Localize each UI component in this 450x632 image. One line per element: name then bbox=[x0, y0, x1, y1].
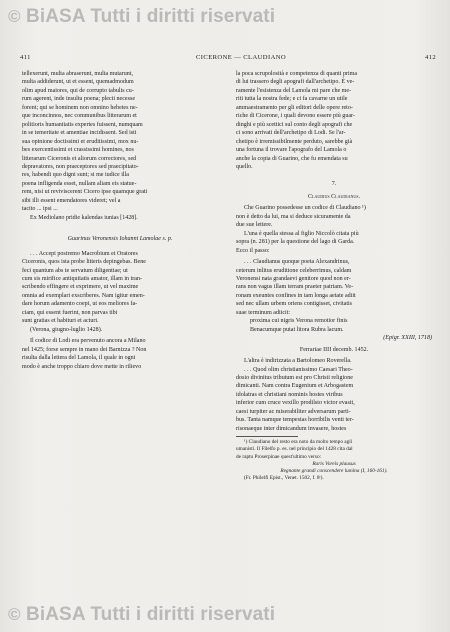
text-line: dinghi e più scettici sul conto degli apografi che bbox=[236, 121, 353, 128]
watermark-bottom bbox=[8, 604, 275, 626]
text-line: nel 1425; forse sempre in mano dei Barnizza ? Non bbox=[22, 346, 147, 353]
text-line: ronam exeuntes confines in tam longa aetate adiit bbox=[236, 292, 356, 299]
text-line: chetipo è irremissibilmente perduto, sarebbe già bbox=[236, 138, 353, 145]
text-line: sunt gratias et habituri et acturi. bbox=[22, 318, 99, 325]
text-line: . . . Claudianus quoque poeta Alexandrinus, bbox=[244, 259, 350, 266]
watermark-top bbox=[8, 6, 275, 28]
text-line: riti tutta la nostra fede; e ci fa cavarne un utile bbox=[236, 96, 348, 103]
page-number-left: 411 bbox=[20, 54, 31, 61]
text-line: una fortuna il trovare l'apografo del Lamola o bbox=[236, 147, 347, 154]
text-line: poena infligenda esset, nullam aliam eis statue- bbox=[22, 180, 137, 187]
text-line: in se temeritate et amentiae incidissent. Sed isti bbox=[22, 130, 137, 137]
footnote-line: de raptu Proserpinae quest'ultimo verso: bbox=[236, 453, 322, 460]
text-line: sua opinione doctissimi et eruditissimi, mox nu- bbox=[22, 138, 139, 145]
text-line: inferior cum cruce vexillo prodilsto victor evasit, bbox=[236, 400, 355, 407]
text-line: depravatores, non praeceptores sed praecipitato- bbox=[22, 163, 139, 170]
text-line: rum agerent, inde insultu poena; plecti necesse bbox=[22, 96, 136, 103]
text-line: que inconcinnos, nec communibus litterarum et bbox=[22, 113, 137, 120]
text-line: tellexerunt, multa abraserunt, multa mutarunt, bbox=[22, 71, 133, 77]
text-line: quello. bbox=[236, 163, 253, 170]
text-line: risonaeque inter dimicandum invasere, hostes bbox=[236, 425, 347, 432]
text-line: sopra (n. 281) per la questione del lago di Garda. bbox=[236, 239, 355, 246]
running-title: CICERONE — CLAUDIANO bbox=[196, 54, 287, 61]
text-line: scribendo effingere et exprimere, ut vel maxime bbox=[22, 284, 139, 291]
copyright-symbol: © bbox=[8, 605, 21, 624]
text-line: olim apud maiores, qui de corrupto tabulis cu- bbox=[22, 87, 134, 94]
verse-line: proxima cui nigris Verona remotior finis bbox=[250, 318, 348, 325]
footnote-line: ¹) Claudiano del resto era noto da molto tempo agli bbox=[244, 439, 353, 446]
footnote-line: Raris Voreis plausus bbox=[312, 460, 356, 467]
watermark-text: BiASA Tutti i diritti riservati bbox=[26, 6, 276, 27]
text-line: cum sis mirifice antiquitatis amator, illam in tran- bbox=[22, 275, 142, 282]
text-line: multa addiderunt, ut et essent, quemadmodum bbox=[22, 79, 134, 86]
text-line: sibi illi essent emendatores videret; vel a bbox=[22, 197, 121, 204]
text-line: idolatras et christiani nominis hostes viribus bbox=[236, 391, 343, 398]
text-line: . . . Quod olim christianissimo Caesari Theo- bbox=[244, 366, 353, 373]
text-line: L'una è quella stessa al figlio Niccolò citata più bbox=[244, 230, 359, 237]
text-line: bes exercentissimi et crassissimi homines, nos bbox=[22, 147, 134, 154]
footnote-line: (Fr. Philelfi Epist., Venet. 1502, f. 8ʳ). bbox=[244, 475, 324, 482]
verse-line: Benacumque putat litora Rubra lacum. bbox=[250, 326, 344, 333]
verse bbox=[236, 317, 432, 342]
right-quote-1 bbox=[236, 258, 432, 317]
text-line: riche di Cicerone, i quali devono essere più guar- bbox=[236, 113, 355, 120]
text-line: feci quantum abs te servatum diligentiae; ut bbox=[22, 267, 128, 274]
text-line: rem, nisi ut reviviscerent Cicero ipse quamque grati bbox=[22, 189, 148, 196]
left-para-3 bbox=[22, 337, 218, 371]
text-line: ramente l'esistenza del Lamola mi pare che me- bbox=[236, 87, 352, 94]
text-line: la poca scrupolosità e competenza di quanti prima bbox=[236, 71, 358, 77]
text-line: . . . Accepi postremo Macrobium et Oratores bbox=[30, 250, 138, 257]
copyright-symbol: © bbox=[8, 7, 21, 26]
text-line: rans non vagus illam terram praeter patriam. Ve- bbox=[236, 284, 354, 291]
letter-date: Ferrariae IIII decemb. 1452. bbox=[299, 346, 369, 353]
text-line: risulta dalla lettera del Lamola, il quale in ogni bbox=[22, 355, 136, 362]
text-line: anche la copia di Guarino, che fu emendata su bbox=[236, 155, 348, 162]
right-para-3 bbox=[236, 357, 432, 433]
text-line: (Verona, giugno-luglio 1428). bbox=[30, 326, 103, 333]
text-line: tacito ... ipsi ... bbox=[22, 206, 58, 213]
section-title: Claudius Claudianus. bbox=[308, 193, 360, 200]
text-line: suae terminum adiicit: bbox=[236, 309, 291, 316]
left-column bbox=[22, 70, 218, 371]
text-line: Ex Mediolano pridie kalendas iunias [1428]. bbox=[30, 214, 138, 221]
text-line: ammaestramento per gli editori delle opere reto- bbox=[236, 104, 353, 111]
right-para-1 bbox=[236, 70, 432, 171]
text-line: caesi turpiter ac miserabiliter adversarum parti- bbox=[236, 408, 351, 415]
text-line: due sue lettere. bbox=[236, 222, 273, 229]
footnote-line: umanisti. Il Filelfo p. es. nel principio del 1428 cita dal bbox=[236, 446, 353, 453]
footnotes bbox=[236, 439, 432, 482]
text-line: modo è anche troppo chiaro dove mette in rilievo bbox=[22, 363, 142, 370]
text-line: omnia ad exemplari exscriberes. Nam igitur emen- bbox=[22, 292, 145, 299]
text-line: forent; qui se hominem non omnino hebetes ne- bbox=[22, 104, 138, 111]
section-number: 7. bbox=[331, 181, 337, 188]
text-line: Ciceronis, quos ista probe litteris depingebas. Bene bbox=[22, 259, 146, 266]
text-line: Il codice di Lodi era pervenuto ancora a Milano bbox=[30, 338, 146, 345]
text-line: bus. Tanta namque tempestas horribilis venti ter- bbox=[236, 417, 354, 424]
text-line: ceterum inlitus eruditione celeberrimus, caldam bbox=[236, 267, 352, 274]
text-line: ci sono arrivati dell'archetipo di Lodi. Se l'ar- bbox=[236, 130, 346, 137]
watermark-text: BiASA Tutti i diritti riservati bbox=[26, 604, 276, 625]
text-line: Veronensi nata grandaevi genitore quod non er- bbox=[236, 275, 351, 282]
text-line: dosio divinitus tributum est pro Christi religione bbox=[236, 374, 353, 381]
text-line: dare horum adamento coepi, ut eos meliores fa- bbox=[22, 301, 138, 308]
text-line: L'altra è indirizzata a Bartolomeo Roverella. bbox=[244, 358, 352, 365]
text-line: Ecco il passo: bbox=[236, 247, 270, 254]
text-line: non è detto da lui, ma si deduce sicuramente da bbox=[236, 213, 351, 220]
text-line: sed nec ullam urbem oriens contigisset, civitatis bbox=[236, 301, 353, 308]
footnote-rule bbox=[236, 436, 298, 437]
text-line: politioris humanitatis expertes fuissent, numquam bbox=[22, 121, 143, 128]
letter-caption: Guarinus Veronensis Iohanni Lamolae s. p. bbox=[67, 236, 173, 243]
text-line: ciam, qui essent fuerint, non parvas tibi bbox=[22, 309, 118, 316]
footnote-line: Regnante grandi conscendere lumina (I, 160-161). bbox=[280, 467, 388, 474]
left-para-2 bbox=[22, 250, 218, 335]
page-number-right: 412 bbox=[425, 54, 437, 61]
text-line: Che Guarino possedesse un codice di Claudiano ¹) bbox=[244, 205, 366, 212]
text-line: dimicanti. Nam contra Eugenium et Arbogastem bbox=[236, 383, 354, 390]
right-column bbox=[236, 70, 432, 482]
verse-reference: (Epigr. XXIII, 1718) bbox=[383, 335, 432, 342]
text-line: di lui trassero degli apografi dall'archetipo. È ve- bbox=[236, 79, 355, 86]
text-line: litterarum Ciceronis et aliorum correctores, sed bbox=[22, 155, 137, 162]
text-line: res, habendi quo digni sunt; si me iudice illa bbox=[22, 172, 129, 179]
right-para-2 bbox=[236, 204, 432, 255]
left-para-1 bbox=[22, 70, 218, 222]
